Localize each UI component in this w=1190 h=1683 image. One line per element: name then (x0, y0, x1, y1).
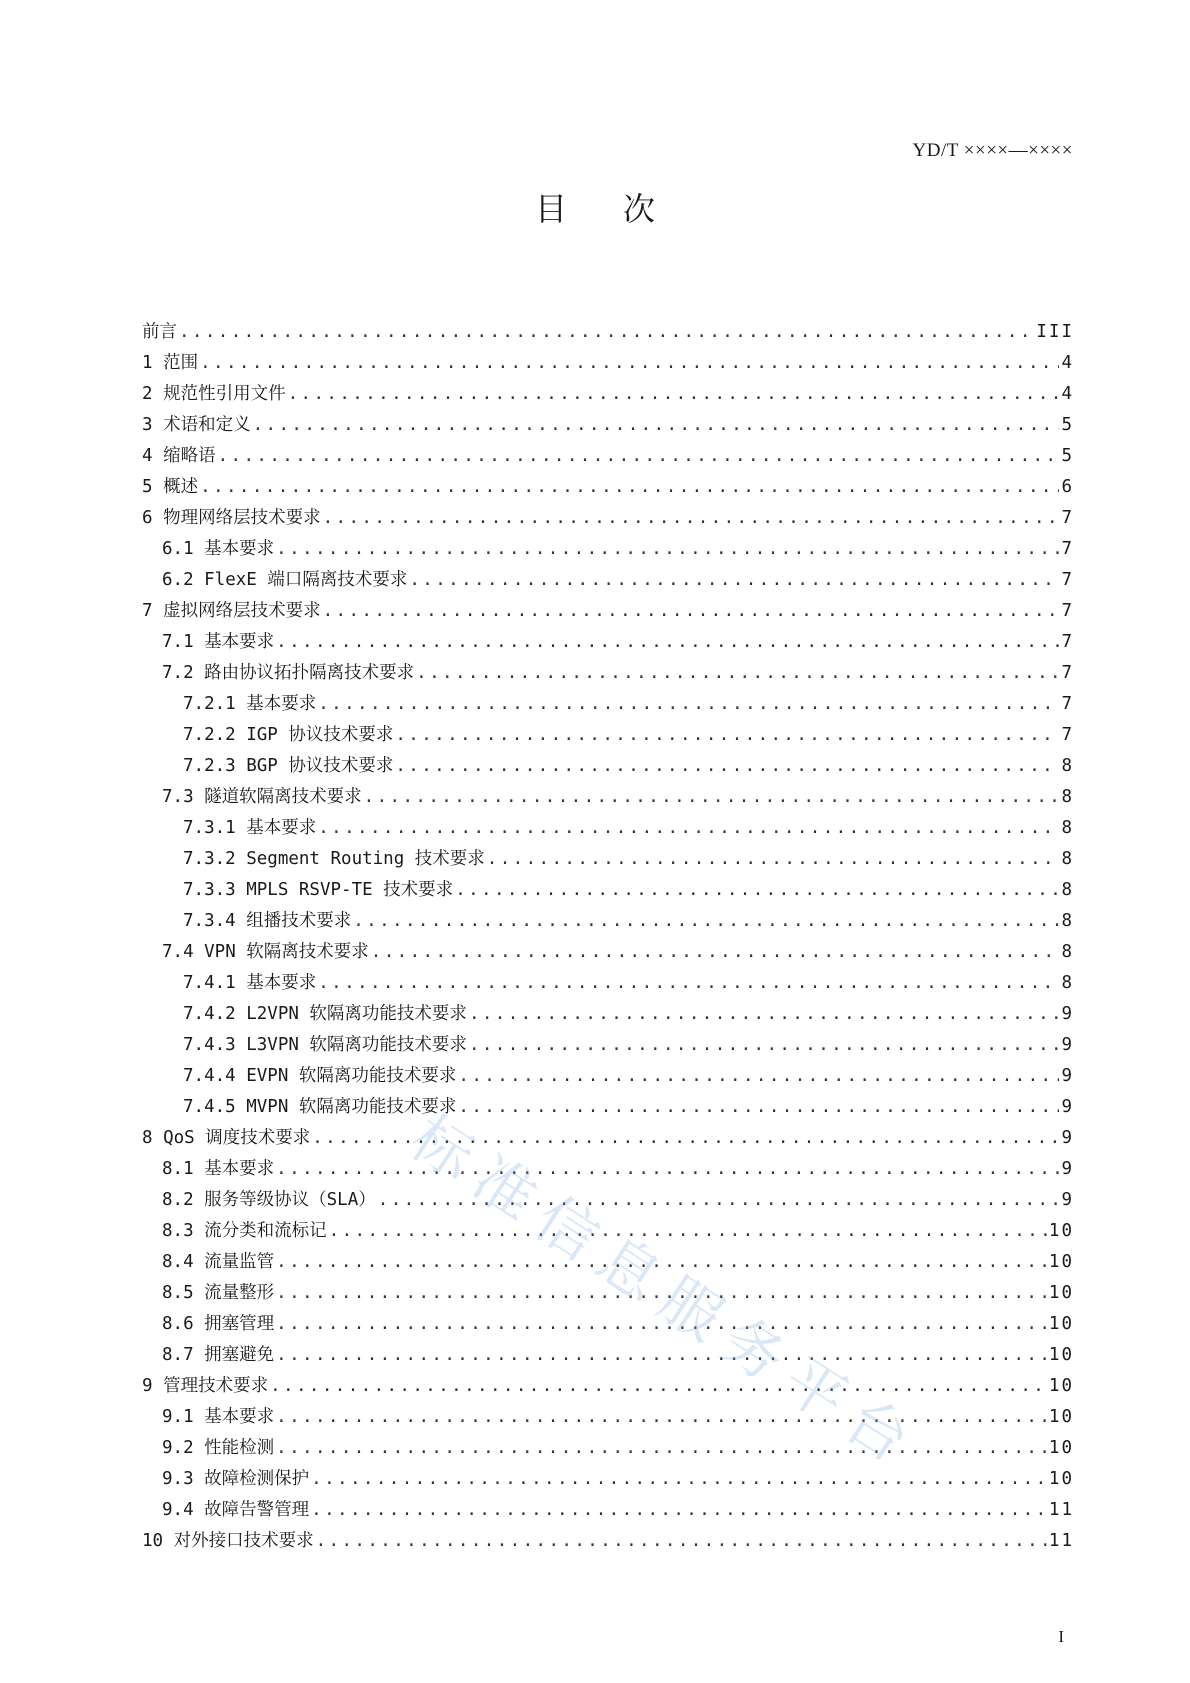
toc-entry-title: 7.3.4 组播技术要求 (183, 911, 352, 931)
toc-leader-dots (276, 1247, 1047, 1278)
toc-leader-dots (329, 1216, 1047, 1247)
toc-entry-page: 10 (1048, 1469, 1074, 1489)
toc-entry[interactable] (142, 410, 1074, 441)
toc-entry[interactable] (142, 1433, 1074, 1464)
toc-entry[interactable] (142, 441, 1074, 472)
toc-entry-page: 9 (1061, 1066, 1074, 1086)
toc-entry[interactable] (142, 1371, 1074, 1402)
toc-leader-dots (323, 596, 1060, 627)
toc-leader-dots (276, 1402, 1047, 1433)
toc-entry[interactable] (142, 472, 1074, 503)
toc-entry[interactable] (142, 658, 1074, 689)
toc-entry-title: 8.7 拥塞避免 (162, 1345, 275, 1365)
toc-entry-title: 7.4 VPN 软隔离技术要求 (162, 942, 369, 962)
toc-entry-title: 7.4.2 L2VPN 软隔离功能技术要求 (183, 1004, 467, 1024)
toc-entry-title: 前言 (142, 322, 177, 342)
toc-entry-page: 8 (1061, 849, 1074, 869)
toc-entry[interactable] (142, 596, 1074, 627)
toc-entry-title: 9 管理技术要求 (142, 1376, 269, 1396)
toc-entry[interactable] (142, 751, 1074, 782)
page-title: 目次 (534, 190, 711, 228)
toc-entry-page: 7 (1061, 539, 1074, 559)
toc-entry[interactable] (142, 1278, 1074, 1309)
toc-entry-page: 5 (1061, 415, 1074, 435)
toc-entry[interactable] (142, 937, 1074, 968)
table-of-contents (142, 317, 1074, 1557)
toc-entry-title: 1 范围 (142, 353, 199, 373)
toc-entry-title: 8 QoS 调度技术要求 (142, 1128, 311, 1148)
toc-entry-page: 10 (1048, 1438, 1074, 1458)
toc-entry-page: 10 (1048, 1252, 1074, 1272)
toc-entry[interactable] (142, 813, 1074, 844)
toc-entry-title: 5 概述 (142, 477, 199, 497)
toc-entry-title: 7.3 隧道软隔离技术要求 (162, 787, 362, 807)
toc-leader-dots (276, 534, 1059, 565)
toc-entry-page: 11 (1048, 1500, 1074, 1520)
toc-entry-page: 7 (1061, 601, 1074, 621)
toc-leader-dots (416, 658, 1059, 689)
toc-entry[interactable] (142, 1061, 1074, 1092)
toc-leader-dots (276, 627, 1059, 658)
toc-entry-page: 7 (1061, 663, 1074, 683)
toc-entry-page: 8 (1061, 973, 1074, 993)
toc-entry[interactable] (142, 782, 1074, 813)
toc-entry[interactable] (142, 627, 1074, 658)
toc-entry-page: 8 (1061, 756, 1074, 776)
toc-entry-page: 7 (1061, 694, 1074, 714)
toc-leader-dots (288, 379, 1060, 410)
toc-entry-title: 10 对外接口技术要求 (142, 1531, 314, 1551)
toc-entry[interactable] (142, 1247, 1074, 1278)
toc-entry-page: 7 (1061, 508, 1074, 528)
toc-entry-page: 10 (1048, 1221, 1074, 1241)
toc-entry-title: 9.1 基本要求 (162, 1407, 275, 1427)
toc-entry-title: 4 缩略语 (142, 446, 216, 466)
toc-entry[interactable] (142, 1030, 1074, 1061)
toc-entry[interactable] (142, 1216, 1074, 1247)
toc-entry-title: 7.3.2 Segment Routing 技术要求 (183, 849, 485, 869)
toc-leader-dots (323, 503, 1060, 534)
toc-entry-title: 8.2 服务等级协议（SLA） (162, 1190, 376, 1210)
toc-entry-page: III (1036, 322, 1074, 342)
toc-entry-title: 7.4.4 EVPN 软隔离功能技术要求 (183, 1066, 457, 1086)
toc-leader-dots (311, 1495, 1047, 1526)
toc-entry[interactable] (142, 906, 1074, 937)
toc-leader-dots (378, 1185, 1060, 1216)
toc-entry-title: 7 虚拟网络层技术要求 (142, 601, 321, 621)
toc-entry-title: 9.2 性能检测 (162, 1438, 275, 1458)
toc-leader-dots (270, 1371, 1047, 1402)
toc-entry-title: 9.3 故障检测保护 (162, 1469, 310, 1489)
toc-entry[interactable] (142, 379, 1074, 410)
toc-entry-title: 7.3.1 基本要求 (183, 818, 317, 838)
toc-entry[interactable] (142, 720, 1074, 751)
toc-entry[interactable] (142, 503, 1074, 534)
toc-entry-title: 8.3 流分类和流标记 (162, 1221, 327, 1241)
toc-entry-title: 8.1 基本要求 (162, 1159, 275, 1179)
toc-entry[interactable] (142, 317, 1074, 348)
toc-entry[interactable] (142, 348, 1074, 379)
toc-entry-page: 8 (1061, 880, 1074, 900)
toc-leader-dots (276, 1154, 1059, 1185)
toc-leader-dots (276, 1340, 1047, 1371)
toc-entry[interactable] (142, 999, 1074, 1030)
toc-entry-title: 9.4 故障告警管理 (162, 1500, 310, 1520)
toc-entry-title: 8.4 流量监管 (162, 1252, 275, 1272)
toc-entry-page: 7 (1061, 632, 1074, 652)
toc-entry-title: 3 术语和定义 (142, 415, 251, 435)
toc-leader-dots (276, 1433, 1047, 1464)
toc-entry[interactable] (142, 1309, 1074, 1340)
toc-leader-dots (469, 999, 1060, 1030)
toc-entry-title: 6.1 基本要求 (162, 539, 275, 559)
toc-leader-dots (455, 875, 1059, 906)
toc-entry-page: 9 (1061, 1097, 1074, 1117)
toc-entry-title: 7.2.1 基本要求 (183, 694, 317, 714)
toc-entry-page: 9 (1061, 1128, 1074, 1148)
toc-leader-dots (318, 968, 1059, 999)
watermark: 标准信息服务平台 (398, 1102, 933, 1484)
toc-leader-dots (458, 1092, 1059, 1123)
toc-entry[interactable] (142, 1185, 1074, 1216)
toc-leader-dots (353, 906, 1059, 937)
toc-entry-page: 9 (1061, 1035, 1074, 1055)
toc-entry[interactable] (142, 968, 1074, 999)
toc-entry-page: 8 (1061, 911, 1074, 931)
toc-leader-dots (318, 813, 1059, 844)
toc-entry[interactable] (142, 1402, 1074, 1433)
toc-leader-dots (316, 1526, 1047, 1557)
toc-leader-dots (371, 937, 1060, 968)
toc-entry-page: 5 (1061, 446, 1074, 466)
toc-entry-page: 9 (1061, 1159, 1074, 1179)
toc-leader-dots (312, 1123, 1059, 1154)
toc-entry-title: 2 规范性引用文件 (142, 384, 286, 404)
toc-entry-page: 8 (1061, 942, 1074, 962)
toc-entry[interactable] (142, 689, 1074, 720)
toc-leader-dots (487, 844, 1060, 875)
standard-code: YD/T ××××—×××× (912, 140, 1073, 161)
toc-entry-page: 9 (1061, 1190, 1074, 1210)
toc-entry-title: 7.4.3 L3VPN 软隔离功能技术要求 (183, 1035, 467, 1055)
toc-leader-dots (409, 565, 1059, 596)
toc-entry[interactable] (142, 844, 1074, 875)
toc-leader-dots (218, 441, 1060, 472)
toc-leader-dots (395, 720, 1059, 751)
toc-leader-dots (364, 782, 1060, 813)
toc-entry-page: 4 (1061, 384, 1074, 404)
toc-entry-page: 7 (1061, 570, 1074, 590)
toc-leader-dots (318, 689, 1059, 720)
toc-leader-dots (311, 1464, 1047, 1495)
toc-entry-title: 8.6 拥塞管理 (162, 1314, 275, 1334)
toc-leader-dots (253, 410, 1060, 441)
toc-entry[interactable] (142, 1154, 1074, 1185)
toc-entry-title: 6 物理网络层技术要求 (142, 508, 321, 528)
page-number: I (1058, 1627, 1064, 1646)
toc-leader-dots (469, 1030, 1060, 1061)
toc-entry-title: 7.1 基本要求 (162, 632, 275, 652)
toc-leader-dots (458, 1061, 1059, 1092)
toc-entry-title: 7.4.5 MVPN 软隔离功能技术要求 (183, 1097, 457, 1117)
toc-entry-page: 10 (1048, 1345, 1074, 1365)
toc-entry-title: 7.2 路由协议拓扑隔离技术要求 (162, 663, 415, 683)
toc-entry-page: 8 (1061, 787, 1074, 807)
toc-entry[interactable] (142, 1123, 1074, 1154)
toc-entry-page: 6 (1061, 477, 1074, 497)
toc-leader-dots (200, 472, 1059, 503)
toc-entry[interactable] (142, 1464, 1074, 1495)
toc-entry-page: 10 (1048, 1283, 1074, 1303)
toc-entry[interactable] (142, 1526, 1074, 1557)
toc-entry-page: 10 (1048, 1314, 1074, 1334)
toc-entry-title: 7.2.2 IGP 协议技术要求 (183, 725, 394, 745)
toc-entry-page: 10 (1048, 1376, 1074, 1396)
toc-leader-dots (276, 1309, 1047, 1340)
toc-leader-dots (179, 317, 1034, 348)
toc-entry-title: 8.5 流量整形 (162, 1283, 275, 1303)
toc-entry-title: 7.3.3 MPLS RSVP-TE 技术要求 (183, 880, 454, 900)
toc-entry[interactable] (142, 565, 1074, 596)
toc-leader-dots (276, 1278, 1047, 1309)
toc-entry-page: 9 (1061, 1004, 1074, 1024)
toc-entry-title: 6.2 FlexE 端口隔离技术要求 (162, 570, 408, 590)
toc-entry-page: 11 (1048, 1531, 1074, 1551)
toc-entry[interactable] (142, 1092, 1074, 1123)
toc-leader-dots (395, 751, 1059, 782)
toc-entry[interactable] (142, 1340, 1074, 1371)
toc-entry-page: 8 (1061, 818, 1074, 838)
toc-entry-page: 7 (1061, 725, 1074, 745)
toc-leader-dots (200, 348, 1059, 379)
toc-entry-page: 10 (1048, 1407, 1074, 1427)
toc-entry[interactable] (142, 1495, 1074, 1526)
toc-entry-page: 4 (1061, 353, 1074, 373)
toc-entry[interactable] (142, 534, 1074, 565)
toc-entry[interactable] (142, 875, 1074, 906)
toc-entry-title: 7.2.3 BGP 协议技术要求 (183, 756, 394, 776)
toc-entry-title: 7.4.1 基本要求 (183, 973, 317, 993)
